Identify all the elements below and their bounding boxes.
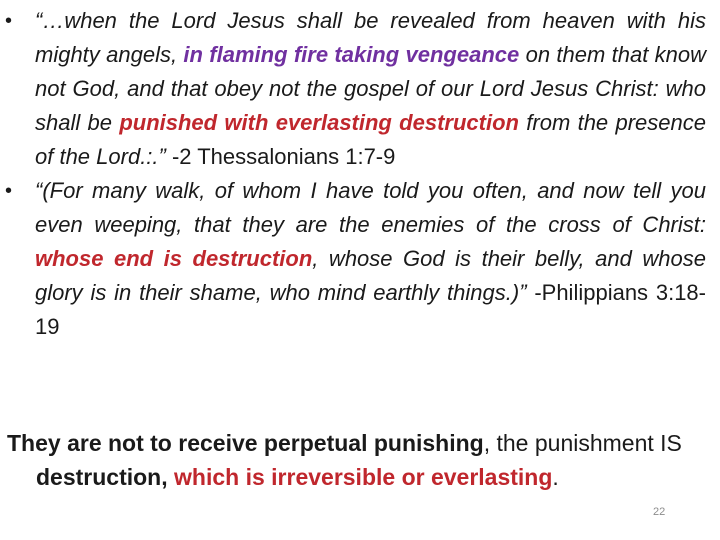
- conclusion-period: .: [552, 464, 559, 490]
- quote-text: from the presence of the Lord.:.”: [35, 110, 706, 169]
- quote-highlight-destruction: whose end is destruction: [35, 246, 313, 271]
- conclusion-statement: [7, 426, 720, 494]
- bullet-marker: •: [5, 180, 13, 202]
- conclusion-text: , the punishment IS: [483, 430, 682, 456]
- scripture-reference: -2 Thessalonians 1:7-9: [165, 144, 396, 169]
- conclusion-bold-claim: They are not to receive perpetual punishing: [7, 430, 484, 456]
- quote-text: , whose God is their belly, and whose glory is in their shame, who mind earthly things.)”: [35, 246, 706, 305]
- page-number: 22: [653, 506, 666, 518]
- bullet-thessalonians: [5, 4, 706, 174]
- quote-highlight-punished: punished with everlasting destruction: [119, 110, 519, 135]
- conclusion-highlight-irreversible: which is irreversible or everlasting: [167, 464, 553, 490]
- scripture-bullet-list: [5, 4, 706, 344]
- scripture-reference: -Philippians 3:18-19: [35, 280, 706, 339]
- quote-text: “(For many walk, of whom I have told you often, and now tell you even weeping, that they are the enemies of the cross of Christ:: [35, 178, 706, 237]
- quote-text: “…when the Lord Jesus shall be revealed from heaven with his mighty angels,: [35, 8, 706, 67]
- quote-highlight-vengeance: in flaming fire taking vengeance: [183, 42, 520, 67]
- conclusion-destruction: destruction,: [36, 464, 168, 490]
- quote-text: on them that know not God, and that obey not the gospel of our Lord Jesus Christ: who shall be: [35, 42, 706, 135]
- bullet-marker: •: [5, 10, 13, 32]
- bullet-philippians: [5, 174, 706, 344]
